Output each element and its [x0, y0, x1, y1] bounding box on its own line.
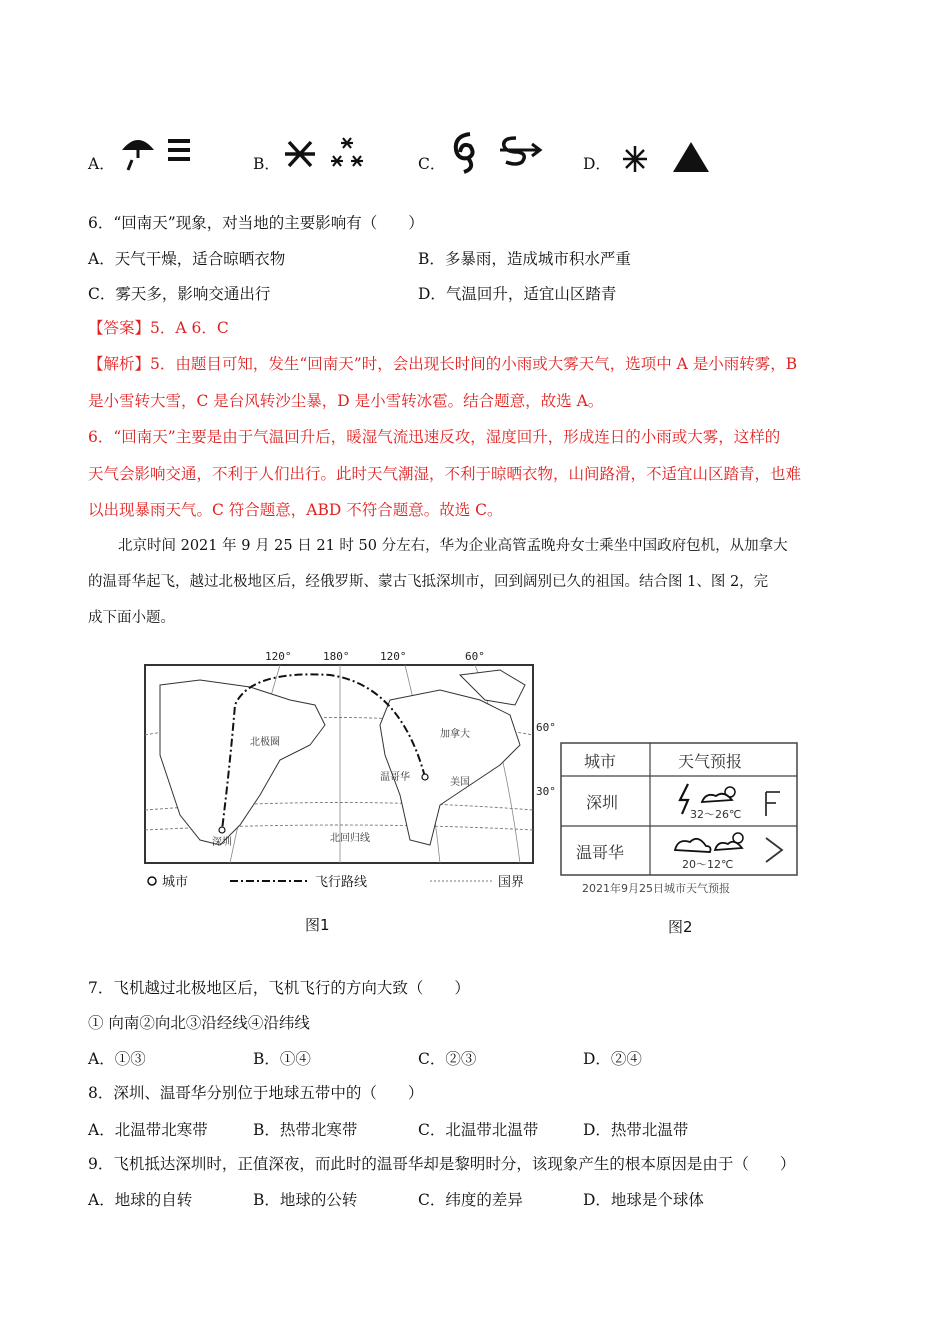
table-header-city: 城市	[584, 752, 617, 771]
typhoon-to-sandstorm-icon	[446, 128, 546, 176]
q6-option-a: A．天气干燥，适合晾晒衣物	[88, 250, 286, 268]
lat-label-60: 60°	[536, 721, 556, 734]
shenzhen-temp: 32～26℃	[690, 808, 742, 821]
passage-line-3: 成下面小题。	[88, 610, 175, 626]
vancouver-label: 温哥华	[380, 772, 410, 783]
q7-stem: 7．飞机越过北极地区后，飞机飞行的方向大致（ ）	[88, 979, 470, 997]
q6-option-d: D．气温回升，适宜山区踏青	[418, 285, 617, 303]
q6-stem: 6．“回南天”现象，对当地的主要影响有（ ）	[88, 214, 424, 232]
legend-route: 飞行路线	[315, 875, 368, 890]
shenzhen-label: 深圳	[212, 837, 232, 848]
q8-option-d: D．热带北温带	[583, 1121, 689, 1139]
q9-option-d: D．地球是个球体	[583, 1191, 704, 1209]
q7-items: ① 向南②向北③沿经线④沿纬线	[88, 1014, 310, 1032]
legend-city: 城市	[162, 875, 189, 890]
lon-label-120e: 120°	[380, 650, 407, 663]
vancouver-marker	[422, 774, 428, 780]
q6-option-b: B．多暴雨，造成城市积水严重	[418, 250, 631, 268]
passage-line-1: 北京时间 2021 年 9 月 25 日 21 时 50 分左右，华为企业高管孟晚舟女士乘坐中国政府包机，从加拿大	[118, 538, 788, 554]
q9-option-a: A．地球的自转	[88, 1191, 193, 1209]
analysis-line-4: 天气会影响交通，不利于人们出行。此时天气潮湿，不利于晾晒衣物，山间路滑，不适宜山区踏青，也难	[88, 465, 802, 483]
q6-option-c: C．雾天多，影响交通出行	[88, 285, 271, 303]
q8-option-c: C．北温带北温带	[418, 1121, 539, 1139]
option-c-label: C．	[418, 155, 446, 173]
figure1-caption: 图1	[305, 916, 330, 934]
option-b-label: B．	[253, 155, 280, 173]
figure2-caption: 图2	[668, 918, 693, 936]
q9-stem: 9．飞机抵达深圳时，正值深夜，而此时的温哥华却是黎明时分，该现象产生的根本原因是由于（ ）	[88, 1155, 796, 1173]
q7-options	[88, 1047, 868, 1087]
q7-option-c: C．②③	[418, 1050, 477, 1068]
weather-forecast-table	[560, 742, 800, 902]
option-a-label: A．	[88, 155, 115, 173]
table-header-forecast: 天气预报	[678, 752, 743, 771]
canada-label: 加拿大	[440, 729, 470, 740]
analysis-line-1: 【解析】5．由题目可知，发生“回南天”时，会出现长时间的小雨或大雾天气，选项中 A 是小雨转雾，B	[88, 355, 798, 373]
rain-to-fog-icon	[118, 128, 198, 176]
q7-option-b: B．①④	[253, 1050, 311, 1068]
analysis-line-5: 以出现暴雨天气。C 符合题意，ABD 不符合题意。故选 C。	[88, 501, 503, 519]
row-vancouver-city: 温哥华	[576, 843, 625, 862]
q8-stem: 8．深圳、温哥华分别位于地球五带中的（ ）	[88, 1084, 424, 1102]
q8-option-a: A．北温带北寒带	[88, 1121, 208, 1139]
lon-label-120w: 120°	[265, 650, 292, 663]
passage-line-2: 的温哥华起飞，越过北极地区后，经俄罗斯、蒙古飞抵深圳市，回到阔别已久的祖国。结合图 1、图 2，完	[88, 574, 769, 590]
q9-option-b: B．地球的公转	[253, 1191, 358, 1209]
usa-label: 美国	[450, 777, 470, 788]
lon-label-60: 60°	[465, 650, 485, 663]
tropic-label: 北回归线	[330, 833, 370, 844]
analysis-line-2: 是小雪转大雪，C 是台风转沙尘暴，D 是小雪转冰雹。结合题意，故选 A。	[88, 392, 604, 410]
q9-options	[88, 1188, 868, 1228]
vancouver-temp: 20～12℃	[682, 858, 734, 871]
table-note: 2021年9月25日城市天气预报	[582, 882, 730, 895]
q7-option-d: D．②④	[583, 1050, 642, 1068]
q7-option-a: A．①③	[88, 1050, 146, 1068]
q8-option-b: B．热带北寒带	[253, 1121, 358, 1139]
arctic-circle-label: 北极圈	[250, 737, 280, 748]
snow-to-heavy-snow-icon	[283, 128, 373, 176]
answer-line: 【答案】5．A 6．C	[88, 319, 229, 337]
q9-option-c: C．纬度的差异	[418, 1191, 523, 1209]
lat-label-30: 30°	[536, 785, 556, 798]
analysis-line-3: 6．“回南天”主要是由于气温回升后，暖湿气流迅速反攻，湿度回升，形成连日的小雨或大雾，这样的	[88, 428, 781, 446]
lon-label-180: 180°	[323, 650, 350, 663]
flight-route-map	[140, 645, 556, 900]
row-shenzhen-city: 深圳	[586, 793, 619, 812]
q6-options-row-1	[88, 247, 868, 287]
symbol-options-row	[88, 128, 728, 178]
q6-options-row-2	[88, 282, 868, 322]
shenzhen-marker	[219, 827, 225, 833]
snow-to-hail-icon	[613, 128, 723, 176]
q8-options	[88, 1118, 868, 1158]
option-d-label: D．	[583, 155, 611, 173]
legend-border: 国界	[498, 875, 525, 890]
